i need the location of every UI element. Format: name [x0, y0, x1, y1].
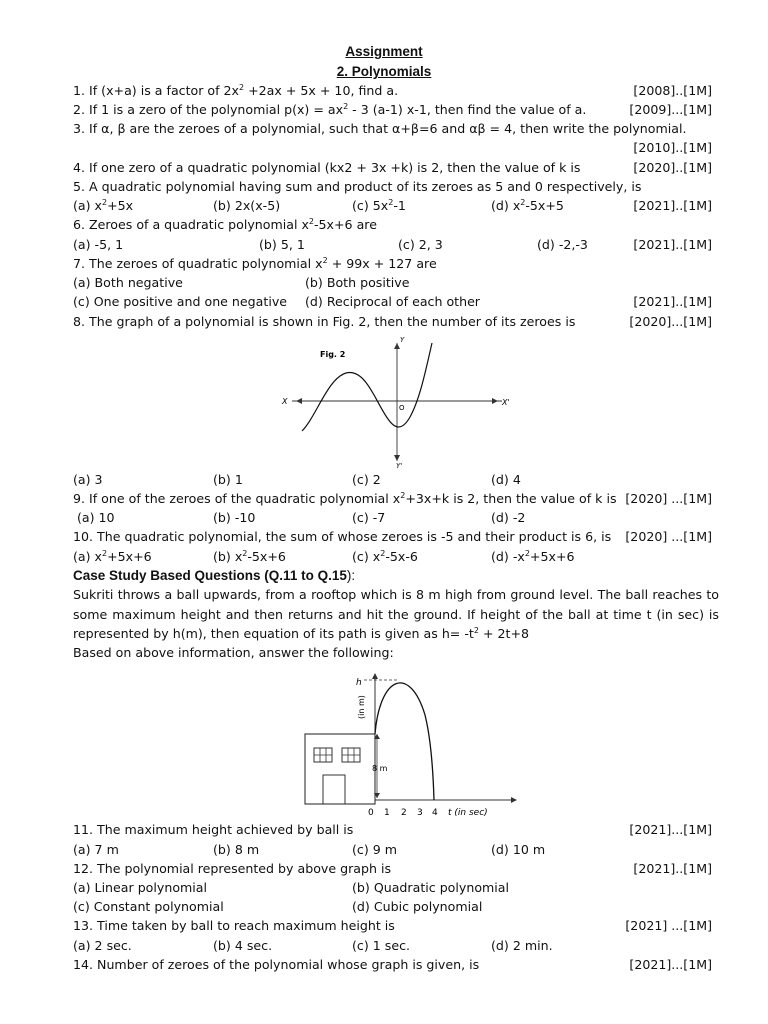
q11-option-a: (a) 7 m	[73, 842, 119, 857]
q12-option-d: (d) Cubic polynomial	[352, 899, 483, 914]
height-axis-label: (in m)	[357, 695, 366, 719]
question-10-year: [2020] ...[1M]	[625, 529, 712, 544]
case-paragraph-line-3: represented by h(m), then equation of its path is given as $h= -t^2 + 2t+8$	[73, 626, 530, 641]
case-paragraph-line-4: Based on above information, answer the following:	[73, 645, 394, 660]
question-7: 7. The zeroes of quadratic polynomial $x^2 + 99x + 127$ are	[73, 256, 437, 271]
question-3-year: [2010]..[1M]	[633, 140, 712, 155]
question-14: 14. Number of zeroes of the polynomial whose graph is given, is	[73, 957, 480, 972]
question-10: 10. The quadratic polynomial, the sum of whose zeroes is -5 and their product is 6, is	[73, 529, 612, 544]
fig2-x-right: X'	[502, 398, 510, 407]
h-label: h	[356, 678, 362, 688]
q8-option-c: (c) 2	[352, 472, 381, 487]
case-paragraph-line-2: some maximum height and then returns and hit the ground. If height of the ball at time t (in sec) is	[73, 607, 719, 622]
q13-option-d: (d) 2 min.	[491, 938, 553, 953]
tick-2: 2	[401, 808, 407, 818]
building-door	[323, 775, 345, 804]
q5-option-c: (c) $5x^2-1$	[352, 198, 406, 213]
q7-option-c: (c) One positive and one negative	[73, 294, 288, 309]
question-14-year: [2021]...[1M]	[629, 957, 712, 972]
tick-0: 0	[368, 808, 374, 818]
fig2-y-top: Y	[400, 336, 405, 344]
question-12-year: [2021]..[1M]	[633, 861, 712, 876]
q13-option-c: (c) 1 sec.	[352, 938, 411, 953]
question-9-year: [2020] ...[1M]	[625, 491, 712, 506]
question-2: 2. If 1 is a zero of the polynomial $p(x) = ax^2 - 3$ (a-1) x-1, then find the value of a.	[73, 102, 587, 117]
q6-option-c: (c) 2, 3	[398, 237, 443, 252]
q5-option-b: (b) 2x(x-5)	[213, 198, 281, 213]
fig2-y-bottom: Y'	[396, 462, 403, 470]
question-1-year: [2008]..[1M]	[633, 83, 712, 98]
building-window-right	[342, 748, 360, 762]
q10-option-d: (d) $-x^2+5x+6$	[491, 549, 575, 564]
question-8-year: [2020]...[1M]	[629, 314, 712, 329]
question-7-year: [2021]..[1M]	[633, 294, 712, 309]
question-11-year: [2021]...[1M]	[629, 822, 712, 837]
time-axis-label: t (in sec)	[448, 808, 488, 818]
ball-path	[375, 683, 434, 800]
q9-option-b: (b) -10	[213, 510, 256, 525]
q13-option-a: (a) 2 sec.	[73, 938, 132, 953]
fig2-origin: O	[399, 404, 405, 412]
question-3: 3. If α, β are the zeroes of a polynomial, such that α+β=6 and αβ = 4, then write the polynomial.	[73, 121, 687, 136]
q13-option-b: (b) 4 sec.	[213, 938, 273, 953]
q10-option-c: (c) $x^2-5x-6$	[352, 549, 418, 564]
question-5-year: [2021]..[1M]	[633, 198, 712, 213]
case-paragraph-line-1: Sukriti throws a ball upwards, from a rooftop which is 8 m high from ground level. The ball reaches to	[73, 587, 719, 602]
q6-option-a: (a) -5, 1	[73, 237, 124, 252]
q7-option-a: (a) Both negative	[73, 275, 183, 290]
question-4-year: [2020]..[1M]	[633, 160, 712, 175]
question-9: 9. If one of the zeroes of the quadratic polynomial $x^2+3x+k$ is 2, then the value of k is	[73, 491, 617, 506]
time-axis-arrow	[511, 797, 517, 803]
q6-option-b: (b) 5, 1	[259, 237, 305, 252]
ball-trajectory-figure	[300, 667, 525, 822]
question-13-year: [2021] ...[1M]	[625, 918, 712, 933]
question-1: 1. If (x+a) is a factor of $2x^2 +2ax + 5x + 10$, find a.	[73, 83, 399, 98]
building	[305, 734, 375, 804]
question-6-year: [2021]..[1M]	[633, 237, 712, 252]
q7-option-d: (d) Reciprocal of each other	[305, 294, 480, 309]
fig2-label: Fig. 2	[320, 350, 346, 359]
question-13: 13. Time taken by ball to reach maximum height is	[73, 918, 395, 933]
question-5: 5. A quadratic polynomial having sum and product of its zeroes as 5 and 0 respectively, is	[73, 179, 642, 194]
q10-option-a: (a) $x^2+5x+6$	[73, 549, 152, 564]
q11-option-b: (b) 8 m	[213, 842, 260, 857]
q11-option-d: (d) 10 m	[491, 842, 546, 857]
q11-option-c: (c) 9 m	[352, 842, 398, 857]
q5-option-a: (a) $x^2+5x$	[73, 198, 134, 213]
q9-option-a: (a) 10	[77, 510, 115, 525]
building-window-left	[314, 748, 332, 762]
question-8: 8. The graph of a polynomial is shown in Fig. 2, then the number of its zeroes is	[73, 314, 576, 329]
fig2-graph	[280, 333, 520, 473]
q7-option-b: (b) Both positive	[305, 275, 410, 290]
chapter-title: 2. Polynomials	[336, 64, 432, 79]
tick-3: 3	[417, 808, 423, 818]
q9-option-d: (d) -2	[491, 510, 526, 525]
case-study-heading: Case Study Based Questions (Q.11 to Q.15):	[73, 568, 356, 583]
q5-option-d: (d) $x^2-5x+5$	[491, 198, 564, 213]
q6-option-d: (d) -2,-3	[537, 237, 588, 252]
q9-option-c: (c) -7	[352, 510, 386, 525]
q8-option-a: (a) 3	[73, 472, 103, 487]
fig2-x-left: X	[282, 397, 288, 406]
eight-m-label: 8 m	[372, 764, 388, 773]
q8-option-d: (d) 4	[491, 472, 521, 487]
question-11: 11. The maximum height achieved by ball is	[73, 822, 354, 837]
question-4: 4. If one zero of a quadratic polynomial (kx2 + 3x +k) is 2, then the value of k is	[73, 160, 581, 175]
question-12: 12. The polynomial represented by above graph is	[73, 861, 392, 876]
tick-1: 1	[384, 808, 390, 818]
question-6: 6. Zeroes of a quadratic polynomial $x^2-5x+6$ are	[73, 217, 377, 232]
q12-option-c: (c) Constant polynomial	[73, 899, 224, 914]
q12-option-a: (a) Linear polynomial	[73, 880, 208, 895]
q12-option-b: (b) Quadratic polynomial	[352, 880, 510, 895]
height-axis-arrow	[372, 673, 378, 679]
assignment-title: Assignment	[345, 44, 423, 59]
q8-option-b: (b) 1	[213, 472, 243, 487]
q10-option-b: (b) $x^2-5x+6$	[213, 549, 286, 564]
question-2-year: [2009]...[1M]	[629, 102, 712, 117]
tick-4: 4	[432, 808, 438, 818]
